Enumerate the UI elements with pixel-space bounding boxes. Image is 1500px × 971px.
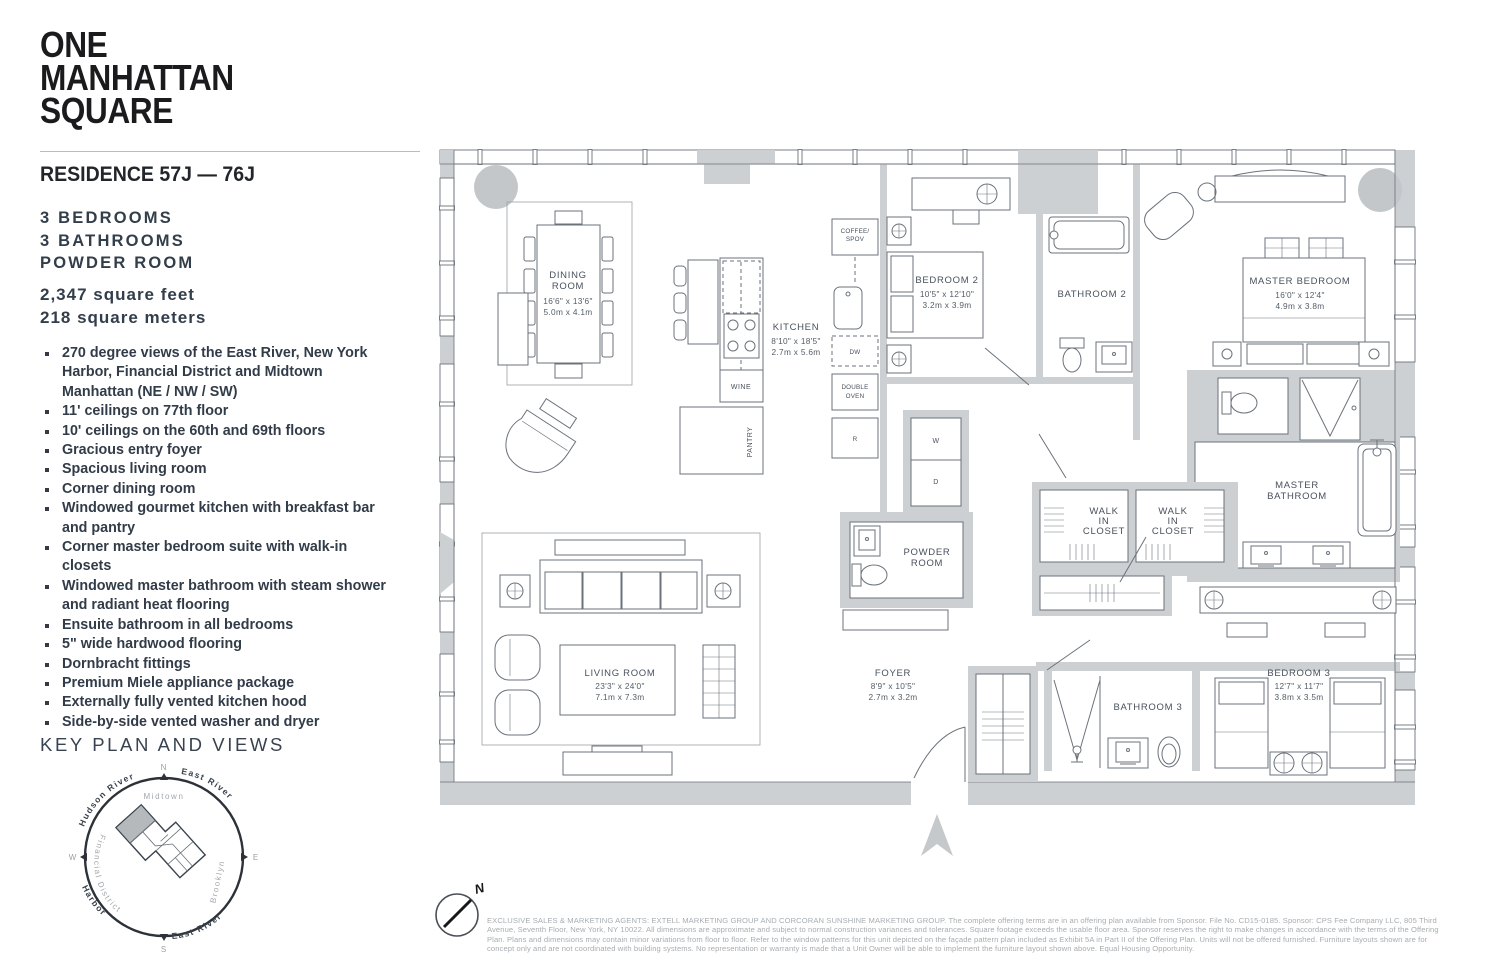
west-tick	[80, 853, 87, 861]
label-midtown: Midtown	[143, 792, 185, 801]
svg-text:DW: DW	[849, 349, 861, 356]
cardinal-w: W	[68, 853, 78, 862]
bullet-square-icon	[45, 682, 49, 686]
feature-item: Corner dining room	[40, 480, 392, 499]
label-harbor: Harbor	[80, 883, 109, 918]
bullet-square-icon	[45, 430, 49, 434]
svg-text:FOYER: FOYER	[874, 668, 912, 679]
room-dims: 4.9m x 3.8m	[1275, 301, 1325, 311]
entry-door	[914, 727, 965, 782]
room-dims: 10'5" x 12'10"	[919, 289, 975, 299]
room-label: ROOM	[551, 281, 585, 292]
room-dims: 16'0" x 12'4"	[1275, 290, 1325, 300]
bullet-square-icon	[45, 721, 49, 725]
toilet	[1158, 737, 1180, 767]
feature-item: Gracious entry foyer	[40, 441, 392, 460]
kitchen-sink	[834, 287, 862, 329]
spec-line: 3 BEDROOMS	[40, 209, 173, 227]
room-label: DINING	[549, 270, 587, 281]
bench	[1307, 344, 1363, 364]
entry-arrow	[921, 814, 953, 856]
feature-item: Windowed master bathroom with steam shower and radiant heat flooring	[40, 577, 392, 616]
svg-text:8'9" x 10'5": 8'9" x 10'5"	[870, 681, 916, 691]
divider-line	[40, 151, 420, 152]
compass-needle	[444, 900, 471, 927]
cardinal-n: N	[160, 763, 168, 772]
area-line: 218 square meters	[40, 308, 207, 327]
compass-n-label: N	[472, 879, 486, 897]
svg-text:WALK: WALK	[1158, 506, 1188, 517]
label-east-river-bottom: East River	[170, 910, 224, 942]
door-leaf	[1039, 434, 1066, 478]
wine-label: WINE	[730, 384, 752, 391]
feature-item: Spacious living room	[40, 460, 392, 479]
kitchen	[674, 219, 878, 474]
room-dims: 8'10" x 18'5"	[771, 336, 821, 346]
keyplan-title: KEY PLAN AND VIEWS	[40, 734, 285, 755]
armchair	[495, 635, 540, 680]
room-label: BATHROOM	[1267, 491, 1327, 502]
feature-item: Windowed gourmet kitchen with breakfast bar and pantry	[40, 499, 392, 538]
north-tick	[160, 773, 168, 780]
nightstand	[1359, 342, 1389, 366]
bullet-square-icon	[45, 410, 49, 414]
feature-item: Corner master bedroom suite with walk-in closets	[40, 538, 392, 577]
toilet	[1060, 338, 1084, 348]
logo-line: SQUARE	[40, 90, 173, 131]
svg-text:IN: IN	[1167, 516, 1179, 527]
svg-text:23'3" x 24'0": 23'3" x 24'0"	[595, 681, 645, 691]
dining-room	[496, 202, 632, 485]
side-table	[1198, 183, 1216, 201]
bullet-square-icon	[45, 546, 49, 550]
spec-line: 3 BATHROOMS	[40, 231, 185, 250]
label-east-river-top: East River	[180, 766, 236, 802]
bullet-square-icon	[45, 352, 49, 356]
feature-item: Premium Miele appliance package	[40, 674, 392, 693]
svg-text:IN: IN	[1098, 516, 1110, 527]
brand-logo	[40, 24, 234, 131]
toilet	[1222, 392, 1231, 414]
armchair	[495, 690, 540, 735]
svg-text:7.1m x 7.3m: 7.1m x 7.3m	[595, 692, 645, 702]
bullet-square-icon	[45, 468, 49, 472]
tv	[592, 746, 642, 752]
label-brooklyn: Brooklyn	[208, 859, 227, 904]
label-financial-district: Financial District	[92, 833, 124, 915]
bullet-square-icon	[45, 701, 49, 705]
residence-specs	[40, 207, 194, 275]
svg-text:CLOSET: CLOSET	[1082, 526, 1126, 537]
north-compass	[430, 878, 494, 942]
svg-text:12'7" x 11'7": 12'7" x 11'7"	[1274, 681, 1324, 691]
svg-text:CLOSET: CLOSET	[1151, 526, 1195, 537]
living-room	[482, 533, 760, 775]
bathroom-3	[1047, 640, 1183, 768]
buffet	[498, 293, 528, 365]
dresser	[1215, 176, 1345, 202]
svg-text:ROOM: ROOM	[910, 558, 944, 569]
double-oven	[832, 374, 878, 410]
svg-text:2.7m x 3.2m: 2.7m x 3.2m	[868, 692, 918, 702]
floor-plan	[432, 142, 1452, 862]
residence-area	[40, 283, 206, 329]
bullet-square-icon	[45, 507, 49, 511]
spec-line: POWDER ROOM	[40, 254, 195, 272]
room-label: MASTER	[1275, 480, 1319, 491]
feature-list	[40, 344, 392, 732]
toilet	[852, 564, 861, 586]
feature-item: 5" wide hardwood flooring	[40, 635, 392, 654]
key-plan-diagram	[68, 762, 268, 962]
dryer-label: D	[933, 479, 939, 486]
svg-text:SPOV: SPOV	[845, 236, 865, 243]
room-dims: 3.2m x 3.9m	[922, 300, 972, 310]
bed	[1330, 678, 1385, 768]
svg-text:BATHROOM 3: BATHROOM 3	[1113, 702, 1183, 713]
room-dims: 16'6" x 13'6"	[543, 296, 593, 306]
residence-title: RESIDENCE 57J — 76J	[40, 163, 255, 186]
bed	[1243, 258, 1365, 342]
armchair	[1140, 188, 1199, 245]
grand-piano	[496, 391, 587, 485]
svg-text:OVEN: OVEN	[845, 393, 865, 400]
logo-line: ONE	[40, 24, 108, 65]
room-label: BEDROOM 2	[915, 275, 979, 286]
area-line: 2,347 square feet	[40, 285, 195, 304]
feature-item: 10' ceilings on the 60th and 69th floors	[40, 422, 392, 441]
label-hudson-river: Hudson River	[76, 770, 136, 828]
nightstand	[1213, 342, 1241, 366]
legal-disclaimer: EXCLUSIVE SALES & MARKETING AGENTS: EXTELL MARKETING GROUP AND CORCORAN SUNSHINE MARKETING GROUP. The complete offering terms are in an offering plan available from Sponsor. File No. CD15-0185. Sponsor: CPS Fee Company LLC, 805 Third Avenue, Seventh Floor, New York, NY 10022. All dimensions are approximate and subject to normal construction variances and tolerances. Square footage exceeds the usable floor area. Sponsor reserves the right to make changes in accordance with the terms of the Offering Plan. Plans and dimensions may contain minor variations from floor to floor. Refer to the window patterns for this unit depicted on the façade pattern plan included as Exhibit 5A in Part II of the Offering Plan. Units will not be offered furnished. Furniture layouts shown are for concept only and are not coordinated with building systems. No representation or warranty is made that a Unit Owner will be able to implement the furniture layout shown above. Equal Housing Opportunity.	[487, 915, 1439, 954]
cardinal-e: E	[252, 853, 260, 862]
room-dims: 5.0m x 4.1m	[543, 307, 593, 317]
bedroom-2	[887, 178, 1010, 373]
svg-text:East River	[181, 766, 236, 801]
svg-text:WALK: WALK	[1089, 506, 1119, 517]
washer-label: W	[932, 438, 940, 445]
svg-text:POWDER: POWDER	[903, 547, 951, 558]
svg-text:COFFEE/: COFFEE/	[840, 228, 870, 235]
svg-text:BEDROOM 3: BEDROOM 3	[1267, 668, 1331, 679]
tv-console	[563, 752, 672, 775]
dressing-counter	[1200, 587, 1396, 613]
bullet-square-icon	[45, 585, 49, 589]
bathroom-2	[1049, 217, 1132, 372]
room-label: BATHROOM 2	[1057, 289, 1127, 300]
svg-text:DOUBLE: DOUBLE	[841, 384, 869, 391]
feature-item: Dornbracht fittings	[40, 655, 392, 674]
feature-item: Externally fully vented kitchen hood	[40, 693, 392, 712]
bullet-square-icon	[45, 663, 49, 667]
room-dims: 2.7m x 5.6m	[771, 347, 821, 357]
bullet-square-icon	[45, 624, 49, 628]
cardinal-s: S	[160, 945, 168, 954]
east-tick	[241, 853, 248, 861]
bathtub	[1358, 444, 1396, 536]
bullet-square-icon	[45, 643, 49, 647]
south-tick	[160, 934, 168, 941]
console	[843, 610, 948, 630]
bed	[1215, 678, 1268, 768]
bathtub	[1049, 217, 1129, 253]
bench	[1247, 344, 1303, 364]
logo-line: MANHATTAN	[40, 57, 234, 98]
feature-item: 11' ceilings on 77th floor	[40, 402, 392, 421]
building-footprint	[116, 795, 205, 887]
room-label: KITCHEN	[772, 322, 820, 333]
bedroom-3	[1215, 668, 1385, 775]
svg-text:East River	[171, 911, 224, 941]
svg-text:R: R	[852, 436, 858, 443]
bullet-square-icon	[45, 488, 49, 492]
master-bedroom	[1140, 170, 1389, 366]
breakfast-bar	[688, 260, 718, 344]
bullet-square-icon	[45, 449, 49, 453]
pantry-label: PANTRY	[747, 426, 754, 458]
room-label: MASTER BEDROOM	[1249, 276, 1351, 287]
feature-item: Side-by-side vented washer and dryer	[40, 713, 392, 732]
range	[724, 314, 759, 358]
coffee-table	[560, 645, 675, 715]
feature-item: Ensuite bathroom in all bedrooms	[40, 616, 392, 635]
console-table	[555, 540, 685, 555]
svg-text:3.8m x 3.5m: 3.8m x 3.5m	[1274, 692, 1324, 702]
svg-text:LIVING ROOM: LIVING ROOM	[584, 668, 656, 679]
feature-item: 270 degree views of the East River, New York Harbor, Financial District and Midtown Manhattan (NE / NW / SW)	[40, 344, 392, 402]
